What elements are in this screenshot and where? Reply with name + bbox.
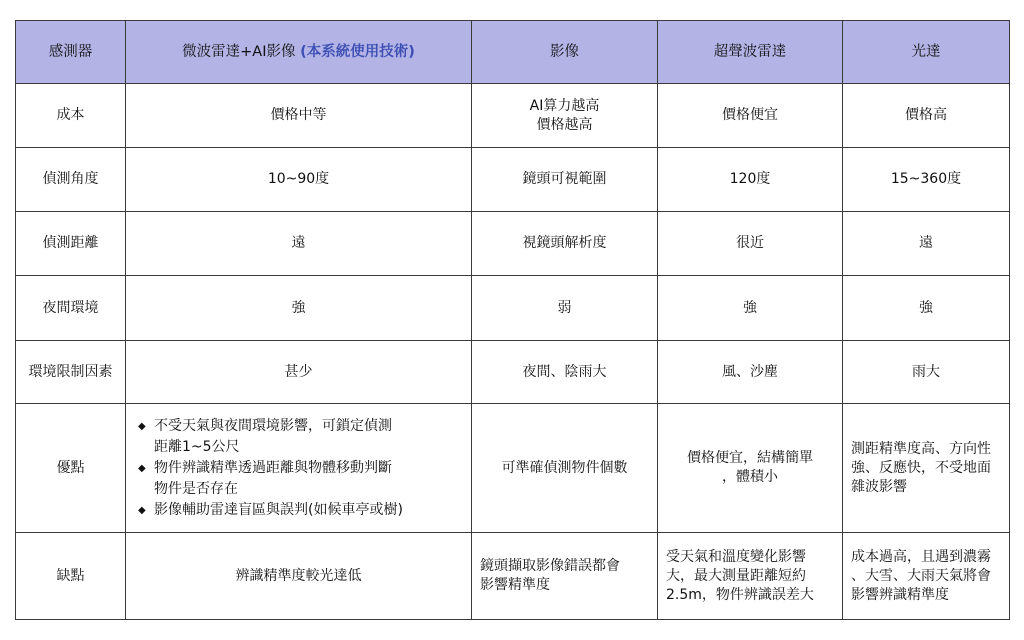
header-camera: 影像 <box>472 21 658 84</box>
cell-night-camera: 弱 <box>472 276 658 341</box>
header-radar-ai-label: 微波雷達+AI影像 <box>182 43 301 60</box>
cell-night-ultrasonic: 強 <box>658 276 843 341</box>
cell-night-lidar: 強 <box>843 276 1010 341</box>
list-item <box>136 500 465 521</box>
bullet-text: 物件辨識精準透過距離與物體移動判斷 物件是否存在 <box>154 459 392 497</box>
cell-cost-radar-ai: 價格中等 <box>126 84 472 148</box>
row-label-night: 夜間環境 <box>16 276 126 341</box>
header-lidar: 光達 <box>843 21 1010 84</box>
table-row-pros <box>16 404 1010 533</box>
pros-bullet-list <box>132 416 465 521</box>
cell-pros-radar-ai <box>126 404 472 533</box>
diamond-bullet-icon: ◆ <box>138 504 146 516</box>
row-label-environment: 環境限制因素 <box>16 341 126 404</box>
list-item <box>136 416 465 458</box>
cell-env-lidar: 雨大 <box>843 341 1010 404</box>
bullet-text: 影像輔助雷達盲區與誤判(如候車亭或樹) <box>154 501 403 518</box>
diamond-bullet-icon: ◆ <box>138 462 146 474</box>
cell-distance-lidar: 遠 <box>843 212 1010 276</box>
list-item <box>136 458 465 500</box>
row-label-cost: 成本 <box>16 84 126 148</box>
cell-env-radar-ai: 甚少 <box>126 341 472 404</box>
cell-night-radar-ai: 強 <box>126 276 472 341</box>
table-row-cons <box>16 533 1010 620</box>
cell-cost-camera: AI算力越高 價格越高 <box>472 84 658 148</box>
table-row-cost <box>16 84 1010 148</box>
cell-angle-ultrasonic: 120度 <box>658 148 843 212</box>
table-row-distance <box>16 212 1010 276</box>
cell-pros-camera: 可準確偵測物件個數 <box>472 404 658 533</box>
cell-cons-radar-ai: 辨識精準度較光達低 <box>126 533 472 620</box>
row-label-distance: 偵測距離 <box>16 212 126 276</box>
cell-angle-radar-ai: 10~90度 <box>126 148 472 212</box>
row-label-pros: 優點 <box>16 404 126 533</box>
cell-cost-lidar: 價格高 <box>843 84 1010 148</box>
header-radar-ai <box>126 21 472 84</box>
diamond-bullet-icon: ◆ <box>138 420 146 432</box>
cell-angle-camera: 鏡頭可視範圍 <box>472 148 658 212</box>
comparison-table-wrapper <box>15 20 1009 620</box>
cell-env-camera: 夜間、陰雨大 <box>472 341 658 404</box>
cell-env-ultrasonic: 風、沙塵 <box>658 341 843 404</box>
bullet-text: 不受天氣與夜間環境影響，可鎖定偵測 距離1~5公尺 <box>154 417 392 455</box>
cell-cons-camera: 鏡頭擷取影像錯誤都會 影響精準度 <box>472 533 658 620</box>
row-label-angle: 偵測角度 <box>16 148 126 212</box>
table-row-angle <box>16 148 1010 212</box>
table-row-night <box>16 276 1010 341</box>
cell-pros-ultrasonic: 價格便宜，結構簡單 ，體積小 <box>658 404 843 533</box>
sensor-comparison-table <box>15 20 1010 620</box>
table-row-environment <box>16 341 1010 404</box>
cell-distance-ultrasonic: 很近 <box>658 212 843 276</box>
row-label-cons: 缺點 <box>16 533 126 620</box>
header-radar-ai-note: (本系統使用技術) <box>300 43 415 60</box>
header-sensor: 感測器 <box>16 21 126 84</box>
header-ultrasonic: 超聲波雷達 <box>658 21 843 84</box>
cell-cons-ultrasonic: 受天氣和溫度變化影響 大，最大測量距離短約 2.5m，物件辨識誤差大 <box>658 533 843 620</box>
header-row <box>16 21 1010 84</box>
cell-cost-ultrasonic: 價格便宜 <box>658 84 843 148</box>
cell-pros-lidar: 測距精準度高、方向性 強、反應快，不受地面 雜波影響 <box>843 404 1010 533</box>
cell-cons-lidar: 成本過高，且遇到濃霧 、大雪、大雨天氣將會 影響辨識精準度 <box>843 533 1010 620</box>
cell-angle-lidar: 15~360度 <box>843 148 1010 212</box>
cell-distance-radar-ai: 遠 <box>126 212 472 276</box>
cell-distance-camera: 視鏡頭解析度 <box>472 212 658 276</box>
